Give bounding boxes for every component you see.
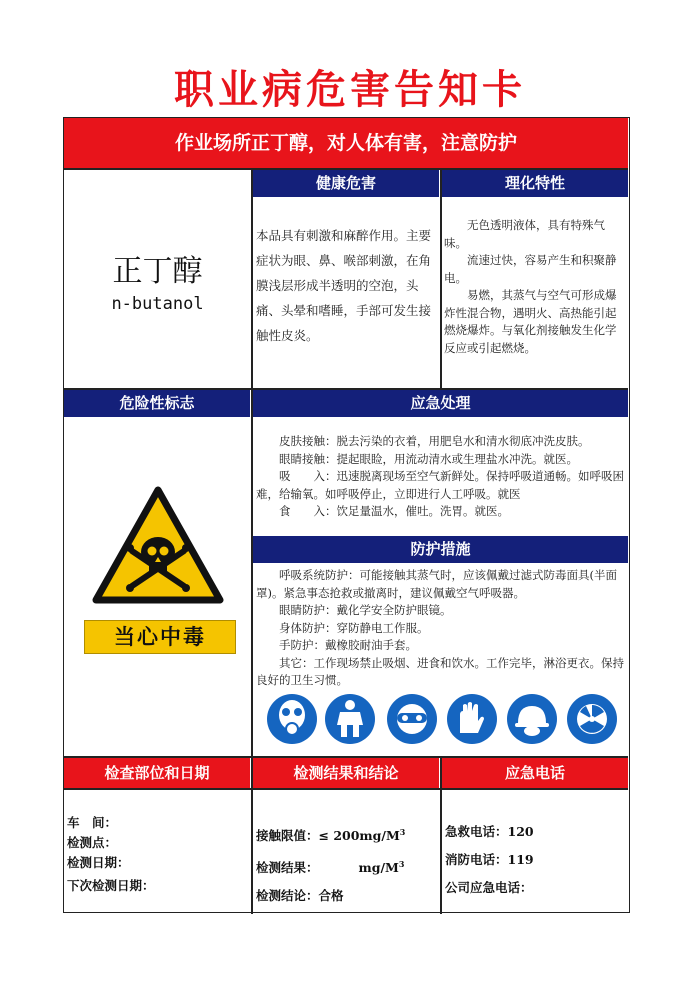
protection-paragraph: 眼睛防护：戴化学安全防护眼镜。 bbox=[279, 603, 452, 617]
divider bbox=[64, 788, 628, 790]
safety-goggles-icon bbox=[386, 693, 438, 745]
phones-heading: 应急电话 bbox=[442, 758, 628, 788]
results-heading: 检测结果和结论 bbox=[253, 758, 439, 788]
physicochemical-paragraph: 流速过快，容易产生和积聚静电。 bbox=[444, 253, 617, 285]
page-title: 职业病危害告知卡 bbox=[174, 67, 526, 113]
next-test-date-label: 下次检测日期： bbox=[67, 878, 155, 893]
protective-clothing-icon bbox=[566, 693, 618, 745]
chemical-name-cn: 正丁醇 bbox=[112, 254, 203, 289]
fire-phone: 消防电话：119 bbox=[445, 852, 534, 867]
emergency-text bbox=[256, 433, 624, 521]
emergency-heading: 应急处理 bbox=[253, 390, 628, 417]
hazard-sign-label: 当心中毒 bbox=[84, 620, 236, 654]
physicochemical-paragraph: 无色透明液体，具有特殊气味。 bbox=[444, 218, 605, 250]
helmet-icon bbox=[506, 693, 558, 745]
emergency-paragraph: 眼睛接触：提起眼睑，用流动清水或生理盐水冲洗。就医。 bbox=[279, 451, 578, 466]
protection-paragraph: 呼吸系统防护：可能接触其蒸气时，应该佩戴过滤式防毒面具(半面罩)。紧急事态抢救或撤离时，建议佩戴空气呼吸器。 bbox=[256, 568, 617, 600]
protection-paragraph: 手防护：戴橡胶耐油手套。 bbox=[279, 638, 417, 652]
emergency-paragraph: 食 入：饮足量温水，催吐。洗胃。就医。 bbox=[279, 504, 509, 518]
phone-lines bbox=[445, 818, 534, 902]
first-aid-phone: 急救电话：120 bbox=[445, 824, 534, 839]
protection-heading: 防护措施 bbox=[253, 536, 628, 563]
health-hazard-text: 本品具有刺激和麻醉作用。主要症状为眼、鼻、喉部刺激，在角膜浅层形成半透明的空泡，头痛、头晕和嗜睡，手部可发生接触性皮炎。 bbox=[256, 228, 432, 343]
results-lines bbox=[256, 818, 405, 910]
protection-text bbox=[256, 567, 624, 690]
physicochemical-text bbox=[444, 217, 625, 357]
gloves-icon bbox=[446, 693, 498, 745]
physicochemical-heading: 理化特性 bbox=[442, 170, 628, 197]
emergency-paragraph: 皮肤接触：脱去污染的衣着，用肥皂水和清水彻底冲洗皮肤。 bbox=[279, 434, 590, 448]
test-date-label: 检测日期： bbox=[67, 855, 130, 870]
health-hazard-heading: 健康危害 bbox=[253, 170, 439, 197]
header-banner: 作业场所正丁醇，对人体有害，注意防护 bbox=[64, 118, 628, 168]
protective-suit-icon bbox=[324, 693, 376, 745]
notice-card bbox=[63, 117, 630, 913]
gas-mask-icon bbox=[266, 693, 318, 745]
protection-paragraph: 身体防护：穿防静电工作服。 bbox=[279, 620, 429, 635]
hazard-sign-heading: 危险性标志 bbox=[64, 390, 250, 417]
test-result: 检测结果： $mg/M^3$ bbox=[256, 859, 405, 876]
poison-warning-sign bbox=[92, 486, 224, 606]
divider bbox=[440, 168, 442, 389]
protection-paragraph: 其它：工作现场禁止吸烟、进食和饮水。工作完毕，淋浴更衣。保持良好的卫生习惯。 bbox=[256, 655, 624, 687]
inspection-lines bbox=[67, 811, 155, 897]
chemical-name-en: n-butanol bbox=[111, 294, 204, 314]
inspection-heading: 检查部位和日期 bbox=[64, 758, 250, 788]
emergency-paragraph: 吸 入：迅速脱离现场至空气新鲜处。保持呼吸道通畅。如呼吸困难，给输氧。如呼吸停止，立即进行人工呼吸。就医 bbox=[256, 469, 624, 501]
test-point-label: 检测点： bbox=[67, 835, 118, 850]
workshop-label: 车 间： bbox=[67, 815, 118, 830]
test-conclusion: 检测结论：合格 bbox=[256, 888, 344, 904]
company-emergency-phone: 公司应急电话： bbox=[445, 880, 533, 895]
exposure-limit: 接触限值：≤ $200mg/M^3$ bbox=[256, 827, 406, 844]
physicochemical-paragraph: 易燃，其蒸气与空气可形成爆炸性混合物，遇明火、高热能引起燃烧爆炸。与氧化剂接触发生化学反应或引起燃烧。 bbox=[444, 288, 617, 355]
